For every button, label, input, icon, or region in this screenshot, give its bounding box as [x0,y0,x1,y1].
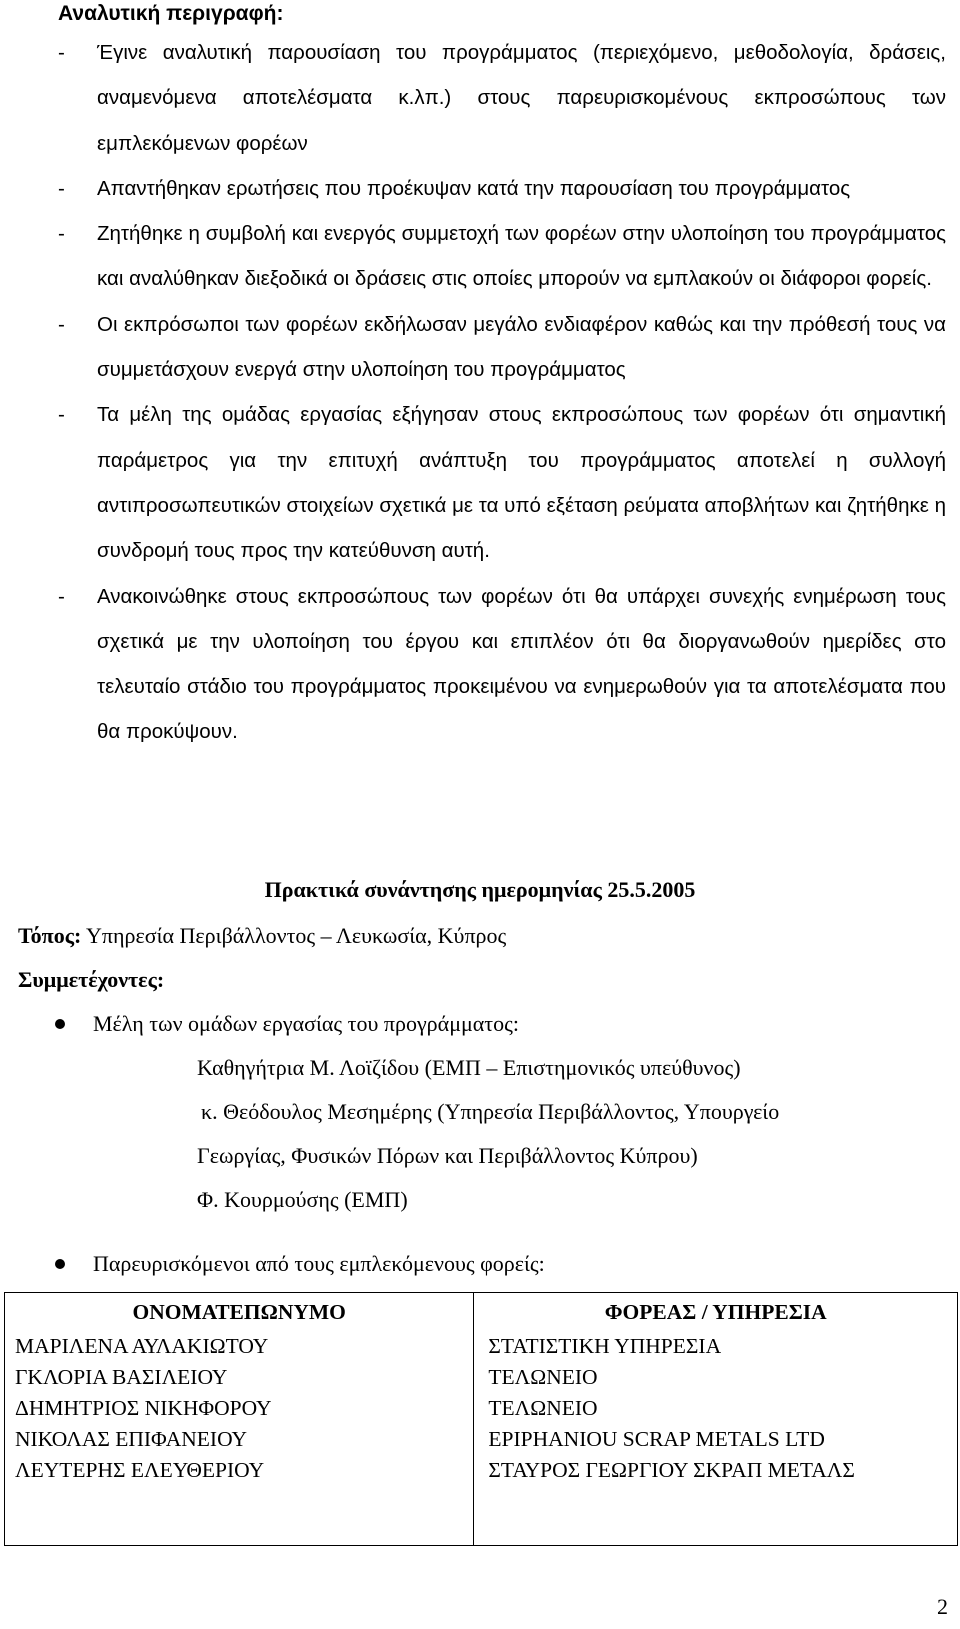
attendee-agency: ΤΕΛΩΝΕΙΟ [474,1362,958,1393]
attendee-agency: EPIPHANIOU SCRAP METALS LTD [474,1424,958,1455]
table-row [5,1455,958,1546]
table-header-agency: ΦΟΡΕΑΣ / ΥΠΗΡΕΣΙΑ [474,1293,958,1332]
dash-marker: - [58,41,65,64]
attendee-agency: ΣΤΑΤΙΣΤΙΚΗ ΥΠΗΡΕΣΙΑ [474,1331,958,1362]
table-row [5,1424,958,1455]
list-item [58,302,946,393]
team-members-intro-text: Μέλη των ομάδων εργασίας του προγράμματος: [93,1011,519,1036]
place-value: Υπηρεσία Περιβάλλοντος – Λευκωσία, Κύπρος [81,923,507,948]
table-header-row [5,1293,958,1332]
description-list [58,30,946,755]
list-item-text: Τα μέλη της ομάδας εργασίας εξήγησαν στους εκπροσώπους των φορέων ότι σημαντική παράμετρος για την επιτυχή ανάπτυξη του προγράμματος αποτελεί η συλλογή αντιπροσωπευτικών στοιχείων σχετικά με τα υπό εξέταση ρεύματα αποβλήτων και ζητήθηκε η συνδρομή τους προς την κατεύθυνση αυτή. [97,403,946,563]
attendee-agency: ΤΕΛΩΝΕΙΟ [474,1393,958,1424]
team-member: Γεωργίας, Φυσικών Πόρων και Περιβάλλοντος Κύπρου) [197,1143,698,1168]
list-item [58,166,946,211]
table-header-name: ΟΝΟΜΑΤΕΠΩΝΥΜΟ [5,1293,474,1332]
dash-marker: - [58,222,65,246]
attendee-name: ΜΑΡΙΛΕΝΑ ΑΥΛΑΚΙΩΤΟΥ [5,1331,474,1362]
dash-marker: - [58,176,65,200]
page-number: 2 [937,1594,948,1619]
attendee-name: ΓΚΛΟΡΙΑ ΒΑΣΙΛΕΙΟΥ [5,1362,474,1393]
attendees-intro [55,1244,545,1284]
list-item-text: Ανακοινώθηκε στους εκπροσώπους των φορέων ότι θα υπάρχει συνεχής ενημέρωση τους σχετικά με την υλοποίηση του έργου και επιπλέον ότι θα διοργανωθούν ημερίδες στο τελευταίο στάδιο του προγράμματος προκειμένου να ενημερωθούν για τα αποτελέσματα που θα προκύψουν. [97,584,946,744]
place-label: Τόπος: [18,923,82,948]
list-item [58,574,946,755]
team-member: Φ. Κουρμούσης (ΕΜΠ) [197,1187,408,1212]
list-item [58,392,946,573]
bullet-icon [55,1259,65,1269]
participants-label: Συμμετέχοντες: [18,967,165,992]
dash-marker: - [58,584,65,608]
attendee-agency: ΣΤΑΥΡΟΣ ΓΕΩΡΓΙΟΥ ΣΚΡΑΠ ΜΕΤΑΛΣ [474,1455,958,1546]
list-item-text: Ζητήθηκε η συμβολή και ενεργός συμμετοχή των φορέων στην υλοποίηση του προγράμματος και αναλύθηκαν διεξοδικά οι δράσεις στις οποίες μπορούν να εμπλακούν οι διάφοροι φορείς. [97,222,946,291]
table-row [5,1393,958,1424]
section-heading: Αναλυτική περιγραφή: [58,2,284,25]
attendee-name: ΛΕΥΤΕΡΗΣ ΕΛΕΥΘΕΡΙΟΥ [5,1455,474,1546]
bullet-icon [55,1019,65,1029]
team-member: κ. Θεόδουλος Μεσημέρης (Υπηρεσία Περιβάλλοντος, Υπουργείο [201,1099,780,1124]
dash-marker: - [58,403,65,427]
place-line [18,916,506,956]
list-item [58,30,946,166]
attendee-name: ΔΗΜΗΤΡΙΟΣ ΝΙΚΗΦΟΡΟΥ [5,1393,474,1424]
dash-marker: - [58,312,65,336]
attendee-name: ΝΙΚΟΛΑΣ ΕΠΙΦΑΝΕΙΟΥ [5,1424,474,1455]
table-row [5,1362,958,1393]
team-members-intro [55,1004,519,1044]
list-item-text: Απαντήθηκαν ερωτήσεις που προέκυψαν κατά την παρουσίαση του προγράμματος [97,176,851,200]
attendees-table [4,1292,958,1546]
list-item [58,211,946,302]
table-row [5,1331,958,1362]
list-item-text: Έγινε αναλυτική παρουσίαση του προγράμματος (περιεχόμενο, μεθοδολογία, δράσεις, αναμενόμενα αποτελέσματα κ.λπ.) στους παρευρισκομένους εκπροσώπους των εμπλεκόμενων φορέων [97,41,946,155]
attendees-intro-text: Παρευρισκόμενοι από τους εμπλεκόμενους φορείς: [93,1251,545,1276]
list-item-text: Οι εκπρόσωποι των φορέων εκδήλωσαν μεγάλο ενδιαφέρον καθώς και την πρόθεσή τους να συμμετάσχουν ενεργά στην υλοποίηση του προγράμματος [97,312,946,382]
minutes-title: Πρακτικά συνάντησης ημερομηνίας 25.5.2005 [264,877,696,902]
team-member: Καθηγήτρια Μ. Λοϊζίδου (ΕΜΠ – Επιστημονικός υπεύθυνος) [197,1055,741,1080]
